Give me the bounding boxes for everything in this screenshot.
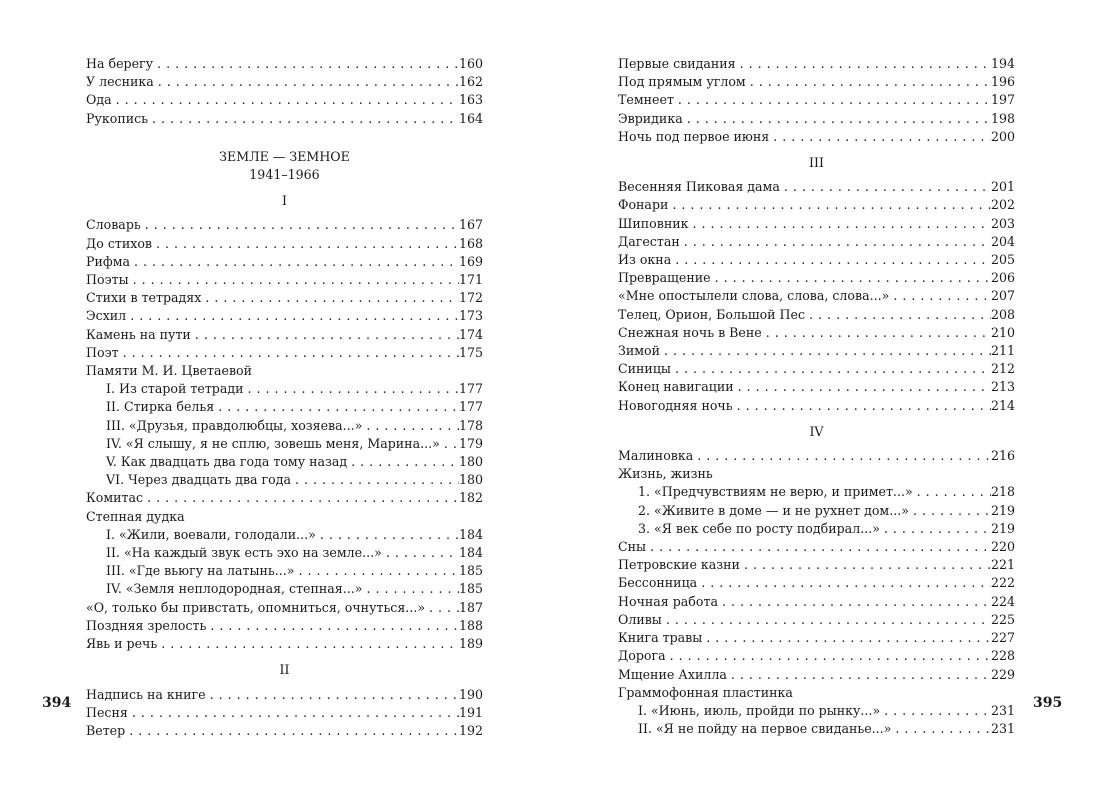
- toc-subentry: [86, 453, 483, 471]
- entry-title: Надпись на книге: [86, 686, 206, 702]
- toc-subentry: [86, 544, 483, 562]
- dot-leader: [295, 471, 459, 489]
- entry-title: Эсхил: [86, 308, 127, 324]
- toc-entry: [618, 73, 1015, 91]
- dot-leader: [715, 269, 991, 287]
- toc-subentry: [86, 417, 483, 435]
- dot-leader: [701, 574, 991, 592]
- toc-entry: [618, 306, 1015, 324]
- entry-page-number: 168: [458, 235, 483, 251]
- toc-entry: [618, 128, 1015, 146]
- toc-group: [618, 178, 1015, 415]
- toc-entry: [618, 556, 1015, 574]
- dot-leader: [750, 73, 991, 91]
- toc-subentry: [86, 562, 483, 580]
- dot-leader: [666, 611, 991, 629]
- toc-group: [86, 216, 483, 362]
- entry-title: I. Из старой тетради: [106, 381, 244, 397]
- entry-title: Сны: [618, 539, 647, 555]
- toc-entry: [618, 215, 1015, 233]
- entry-title: V. Как двадцать два года тому назад: [106, 454, 348, 470]
- entry-title: I. «Жили, воевали, голодали...»: [106, 526, 316, 542]
- entry-page-number: 224: [990, 593, 1015, 609]
- entry-title: Камень на пути: [86, 326, 191, 342]
- section-title: ЗЕМЛЕ — ЗЕМНОЕ: [219, 148, 350, 164]
- dot-leader: [429, 599, 459, 617]
- entry-page-number: 196: [990, 74, 1015, 90]
- dot-leader: [133, 271, 459, 289]
- entry-page-number: 198: [990, 110, 1015, 126]
- dot-leader: [195, 326, 459, 344]
- entry-title: Превращение: [618, 270, 711, 286]
- entry-title: Темнеет: [618, 92, 674, 108]
- toc-entry: [86, 110, 483, 128]
- entry-title: Песня: [86, 704, 128, 720]
- toc-subentry: [86, 580, 483, 598]
- toc-entry: [618, 251, 1015, 269]
- toc-entry: [618, 287, 1015, 305]
- entry-page-number: 208: [990, 306, 1015, 322]
- dot-leader: [913, 502, 991, 520]
- toc-subgroup: [618, 702, 1015, 738]
- toc-entry: [618, 91, 1015, 109]
- entry-title: I. «Июнь, июль, пройди по рынку...»: [638, 702, 881, 718]
- entry-page-number: 220: [990, 539, 1015, 555]
- entry-page-number: 179: [458, 435, 483, 451]
- toc-entry: [86, 686, 483, 704]
- entry-page-number: 227: [990, 630, 1015, 646]
- toc-entry: [618, 574, 1015, 592]
- dot-leader: [684, 233, 991, 251]
- toc-entry: [618, 447, 1015, 465]
- toc-entry: [618, 324, 1015, 342]
- entry-page-number: 218: [990, 484, 1015, 500]
- entry-page-number: 192: [458, 722, 483, 738]
- toc-entry: [86, 704, 483, 722]
- dot-leader: [895, 720, 991, 738]
- toc-subentry: [618, 483, 1015, 501]
- entry-page-number: 221: [990, 557, 1015, 573]
- entry-page-number: 191: [458, 704, 483, 720]
- entry-title: Из окна: [618, 252, 672, 268]
- entry-page-number: 182: [458, 490, 483, 506]
- entry-title: Малиновка: [618, 448, 694, 464]
- entry-page-number: 171: [458, 272, 483, 288]
- dot-leader: [248, 380, 459, 398]
- dot-leader: [147, 489, 459, 507]
- entry-page-number: 185: [458, 581, 483, 597]
- dot-leader: [884, 702, 991, 720]
- entry-title: II. Стирка белья: [106, 399, 215, 415]
- entry-page-number: 190: [458, 686, 483, 702]
- dot-leader: [697, 447, 991, 465]
- toc-group: [86, 489, 483, 507]
- entry-title: Рифма: [86, 253, 131, 269]
- entry-page-number: 185: [458, 563, 483, 579]
- entry-page-number: 197: [990, 92, 1015, 108]
- dot-leader: [129, 722, 459, 740]
- cycle-title: Жизнь, жизнь: [618, 466, 713, 482]
- entry-title: Поздняя зрелость: [86, 617, 207, 633]
- entry-page-number: 228: [990, 648, 1015, 664]
- entry-page-number: 178: [458, 417, 483, 433]
- dot-leader: [678, 91, 991, 109]
- entry-title: Ночь под первое июня: [618, 128, 770, 144]
- toc-group: [86, 686, 483, 741]
- cycle-title: Граммофонная пластинка: [618, 684, 793, 700]
- dot-leader: [687, 110, 991, 128]
- toc-group: [618, 447, 1015, 465]
- dot-leader: [672, 196, 991, 214]
- dot-leader: [210, 686, 459, 704]
- entry-title: «Мне опостылели слова, слова, слова...»: [618, 288, 890, 304]
- dot-leader: [670, 647, 991, 665]
- entry-page-number: 202: [990, 197, 1015, 213]
- entry-title: Дорога: [618, 648, 666, 664]
- left-page: [86, 55, 483, 740]
- toc-entry: [86, 599, 483, 617]
- dot-leader: [134, 253, 459, 271]
- entry-title: Телец, Орион, Большой Пес: [618, 306, 806, 322]
- part-heading: I: [282, 193, 287, 209]
- dot-leader: [298, 562, 458, 580]
- dot-leader: [123, 344, 459, 362]
- entry-page-number: 187: [458, 599, 483, 615]
- dot-leader: [675, 360, 991, 378]
- toc-entry: [86, 722, 483, 740]
- entry-title: Весенняя Пиковая дама: [618, 179, 780, 195]
- dot-leader: [158, 73, 459, 91]
- toc-group: [86, 55, 483, 128]
- dot-leader: [145, 216, 459, 234]
- entry-page-number: 180: [458, 472, 483, 488]
- entry-page-number: 177: [458, 381, 483, 397]
- entry-title: Зимой: [618, 343, 661, 359]
- entry-title: Рукопись: [86, 110, 149, 126]
- entry-page-number: 177: [458, 399, 483, 415]
- entry-page-number: 175: [458, 344, 483, 360]
- dot-leader: [218, 398, 459, 416]
- toc-entry: [618, 629, 1015, 647]
- entry-page-number: 216: [990, 448, 1015, 464]
- entry-page-number: 194: [990, 56, 1015, 71]
- toc-entry: [618, 342, 1015, 360]
- entry-page-number: 207: [990, 288, 1015, 304]
- part-heading: II: [279, 662, 290, 678]
- dot-leader: [386, 544, 459, 562]
- toc-entry: [86, 253, 483, 271]
- entry-title: Первые свидания: [618, 56, 736, 71]
- entry-title: Словарь: [86, 217, 141, 233]
- toc-entry: [618, 538, 1015, 556]
- entry-title: 2. «Живите в доме — и не рухнет дом...»: [638, 502, 909, 518]
- entry-page-number: 189: [458, 636, 483, 652]
- entry-page-number: 201: [990, 179, 1015, 195]
- right-page-number: 395: [1033, 695, 1063, 711]
- entry-title: III. «Друзья, правдолюбцы, хозяева...»: [106, 417, 363, 433]
- entry-title: Книга травы: [618, 630, 703, 646]
- entry-title: Снежная ночь в Вене: [618, 324, 762, 340]
- entry-page-number: 163: [458, 92, 483, 108]
- dot-leader: [731, 666, 991, 684]
- toc-group: [86, 599, 483, 654]
- toc-subentry: [618, 702, 1015, 720]
- toc-entry: [86, 235, 483, 253]
- entry-title: «О, только бы привстать, опомниться, очнуться...»: [86, 599, 426, 615]
- entry-page-number: 219: [990, 520, 1015, 536]
- toc-entry: [618, 647, 1015, 665]
- dot-leader: [152, 110, 459, 128]
- toc-entry: [86, 344, 483, 362]
- entry-title: Мщение Ахилла: [618, 666, 727, 682]
- entry-page-number: 229: [990, 666, 1015, 682]
- entry-title: 3. «Я век себе по росту подбирал...»: [638, 520, 880, 536]
- dot-leader: [130, 307, 459, 325]
- dot-leader: [205, 289, 459, 307]
- entry-title: До стихов: [86, 235, 153, 251]
- toc-subentry: [86, 435, 483, 453]
- toc-entry: [86, 216, 483, 234]
- right-page: [618, 55, 1015, 738]
- toc-group: [618, 538, 1015, 684]
- section-years: 1941–1966: [249, 167, 320, 183]
- entry-page-number: 173: [458, 308, 483, 324]
- entry-page-number: 222: [990, 575, 1015, 591]
- entry-title: IV. «Я слышу, я не сплю, зовешь меня, Марина...»: [106, 435, 440, 451]
- entry-title: Комитас: [86, 490, 144, 506]
- entry-page-number: 225: [990, 611, 1015, 627]
- entry-page-number: 213: [990, 379, 1015, 395]
- left-page-number: 394: [42, 695, 72, 711]
- entry-page-number: 214: [990, 397, 1015, 413]
- toc-subentry: [86, 398, 483, 416]
- entry-title: II. «На каждый звук есть эхо на земле...»: [106, 545, 382, 561]
- entry-page-number: 174: [458, 326, 483, 342]
- dot-leader: [116, 91, 459, 109]
- toc-entry: [618, 110, 1015, 128]
- dot-leader: [157, 55, 459, 73]
- toc-entry: [618, 178, 1015, 196]
- entry-page-number: 204: [990, 233, 1015, 249]
- toc-entry: [618, 666, 1015, 684]
- entry-page-number: 164: [458, 110, 483, 126]
- entry-title: На берегу: [86, 56, 154, 71]
- toc-subentry: [618, 520, 1015, 538]
- toc-entry: [618, 611, 1015, 629]
- toc-entry: [618, 233, 1015, 251]
- entry-page-number: 184: [458, 545, 483, 561]
- toc-entry: [618, 378, 1015, 396]
- entry-page-number: 231: [990, 721, 1015, 737]
- entry-page-number: 162: [458, 74, 483, 90]
- entry-page-number: 211: [990, 343, 1015, 359]
- entry-title: Конец навигации: [618, 379, 734, 395]
- toc-subgroup: [86, 526, 483, 599]
- toc-entry: [86, 307, 483, 325]
- dot-leader: [675, 251, 991, 269]
- entry-title: Синицы: [618, 361, 671, 377]
- toc-subentry: [618, 502, 1015, 520]
- toc-entry: [86, 73, 483, 91]
- entry-title: Бессонница: [618, 575, 698, 591]
- entry-title: Оливы: [618, 611, 662, 627]
- dot-leader: [722, 593, 991, 611]
- dot-leader: [744, 556, 991, 574]
- part-heading: IV: [809, 423, 824, 439]
- dot-leader: [884, 520, 991, 538]
- entry-page-number: 219: [990, 502, 1015, 518]
- entry-title: Фонари: [618, 197, 669, 213]
- toc-subgroup: [618, 483, 1015, 538]
- entry-title: IV. «Земля неплодородная, степная...»: [106, 581, 363, 597]
- entry-page-number: 206: [990, 270, 1015, 286]
- toc-entry: [86, 289, 483, 307]
- toc-entry: [618, 397, 1015, 415]
- entry-title: Дагестан: [618, 233, 680, 249]
- dot-leader: [351, 453, 459, 471]
- entry-page-number: 167: [458, 217, 483, 233]
- dot-leader: [784, 178, 991, 196]
- entry-title: Под прямым углом: [618, 74, 746, 90]
- dot-leader: [917, 483, 991, 501]
- dot-leader: [706, 629, 991, 647]
- dot-leader: [650, 538, 991, 556]
- part-heading: III: [809, 155, 824, 171]
- dot-leader: [773, 128, 991, 146]
- toc-entry: [86, 635, 483, 653]
- toc-entry: [618, 196, 1015, 214]
- dot-leader: [664, 342, 991, 360]
- entry-title: VI. Через двадцать два года: [106, 472, 291, 488]
- dot-leader: [809, 306, 991, 324]
- entry-title: Явь и речь: [86, 636, 158, 652]
- entry-title: Ночная работа: [618, 593, 718, 609]
- toc-entry: [86, 489, 483, 507]
- dot-leader: [740, 55, 991, 73]
- dot-leader: [132, 704, 459, 722]
- toc-entry: [86, 91, 483, 109]
- dot-leader: [738, 378, 991, 396]
- entry-page-number: 203: [990, 215, 1015, 231]
- cycle-title: Степная дудка: [86, 508, 185, 524]
- entry-page-number: 200: [990, 128, 1015, 144]
- dot-leader: [320, 526, 459, 544]
- toc-entry: [618, 55, 1015, 73]
- dot-leader: [766, 324, 991, 342]
- entry-title: Поэты: [86, 272, 129, 288]
- entry-page-number: 205: [990, 252, 1015, 268]
- entry-title: Ветер: [86, 722, 126, 738]
- entry-page-number: 184: [458, 526, 483, 542]
- toc-entry: [86, 271, 483, 289]
- toc-entry: [86, 617, 483, 635]
- entry-page-number: 210: [990, 324, 1015, 340]
- entry-title: У лесника: [86, 74, 154, 90]
- entry-title: 1. «Предчувствиям не верю, и примет...»: [638, 484, 913, 500]
- dot-leader: [737, 397, 991, 415]
- toc-entry: [618, 269, 1015, 287]
- dot-leader: [156, 235, 459, 253]
- entry-page-number: 160: [458, 56, 483, 71]
- entry-title: Шиповник: [618, 215, 689, 231]
- entry-title: Эвридика: [618, 110, 683, 126]
- toc-entry: [618, 360, 1015, 378]
- entry-title: Стихи в тетрадях: [86, 290, 202, 306]
- entry-title: II. «Я не пойду на первое свиданье...»: [638, 721, 892, 737]
- dot-leader: [161, 635, 459, 653]
- dot-leader: [444, 435, 459, 453]
- entry-title: Ода: [86, 92, 112, 108]
- toc-subentry: [618, 720, 1015, 738]
- toc-subentry: [86, 526, 483, 544]
- dot-leader: [893, 287, 991, 305]
- dot-leader: [210, 617, 459, 635]
- entry-page-number: 231: [990, 702, 1015, 718]
- entry-title: III. «Где вьюгу на латынь...»: [106, 563, 295, 579]
- toc-entry: [86, 326, 483, 344]
- entry-page-number: 180: [458, 454, 483, 470]
- entry-title: Петровские казни: [618, 557, 740, 573]
- toc-subgroup: [86, 380, 483, 489]
- toc-group: [618, 55, 1015, 146]
- dot-leader: [693, 215, 991, 233]
- toc-entry: [618, 593, 1015, 611]
- entry-page-number: 188: [458, 617, 483, 633]
- toc-subentry: [86, 380, 483, 398]
- entry-page-number: 172: [458, 290, 483, 306]
- entry-title: Поэт: [86, 344, 119, 360]
- toc-entry: [86, 55, 483, 73]
- cycle-title: Памяти М. И. Цветаевой: [86, 363, 253, 379]
- toc-subentry: [86, 471, 483, 489]
- entry-page-number: 212: [990, 361, 1015, 377]
- dot-leader: [366, 417, 459, 435]
- entry-title: Новогодняя ночь: [618, 397, 733, 413]
- entry-page-number: 169: [458, 253, 483, 269]
- dot-leader: [366, 580, 458, 598]
